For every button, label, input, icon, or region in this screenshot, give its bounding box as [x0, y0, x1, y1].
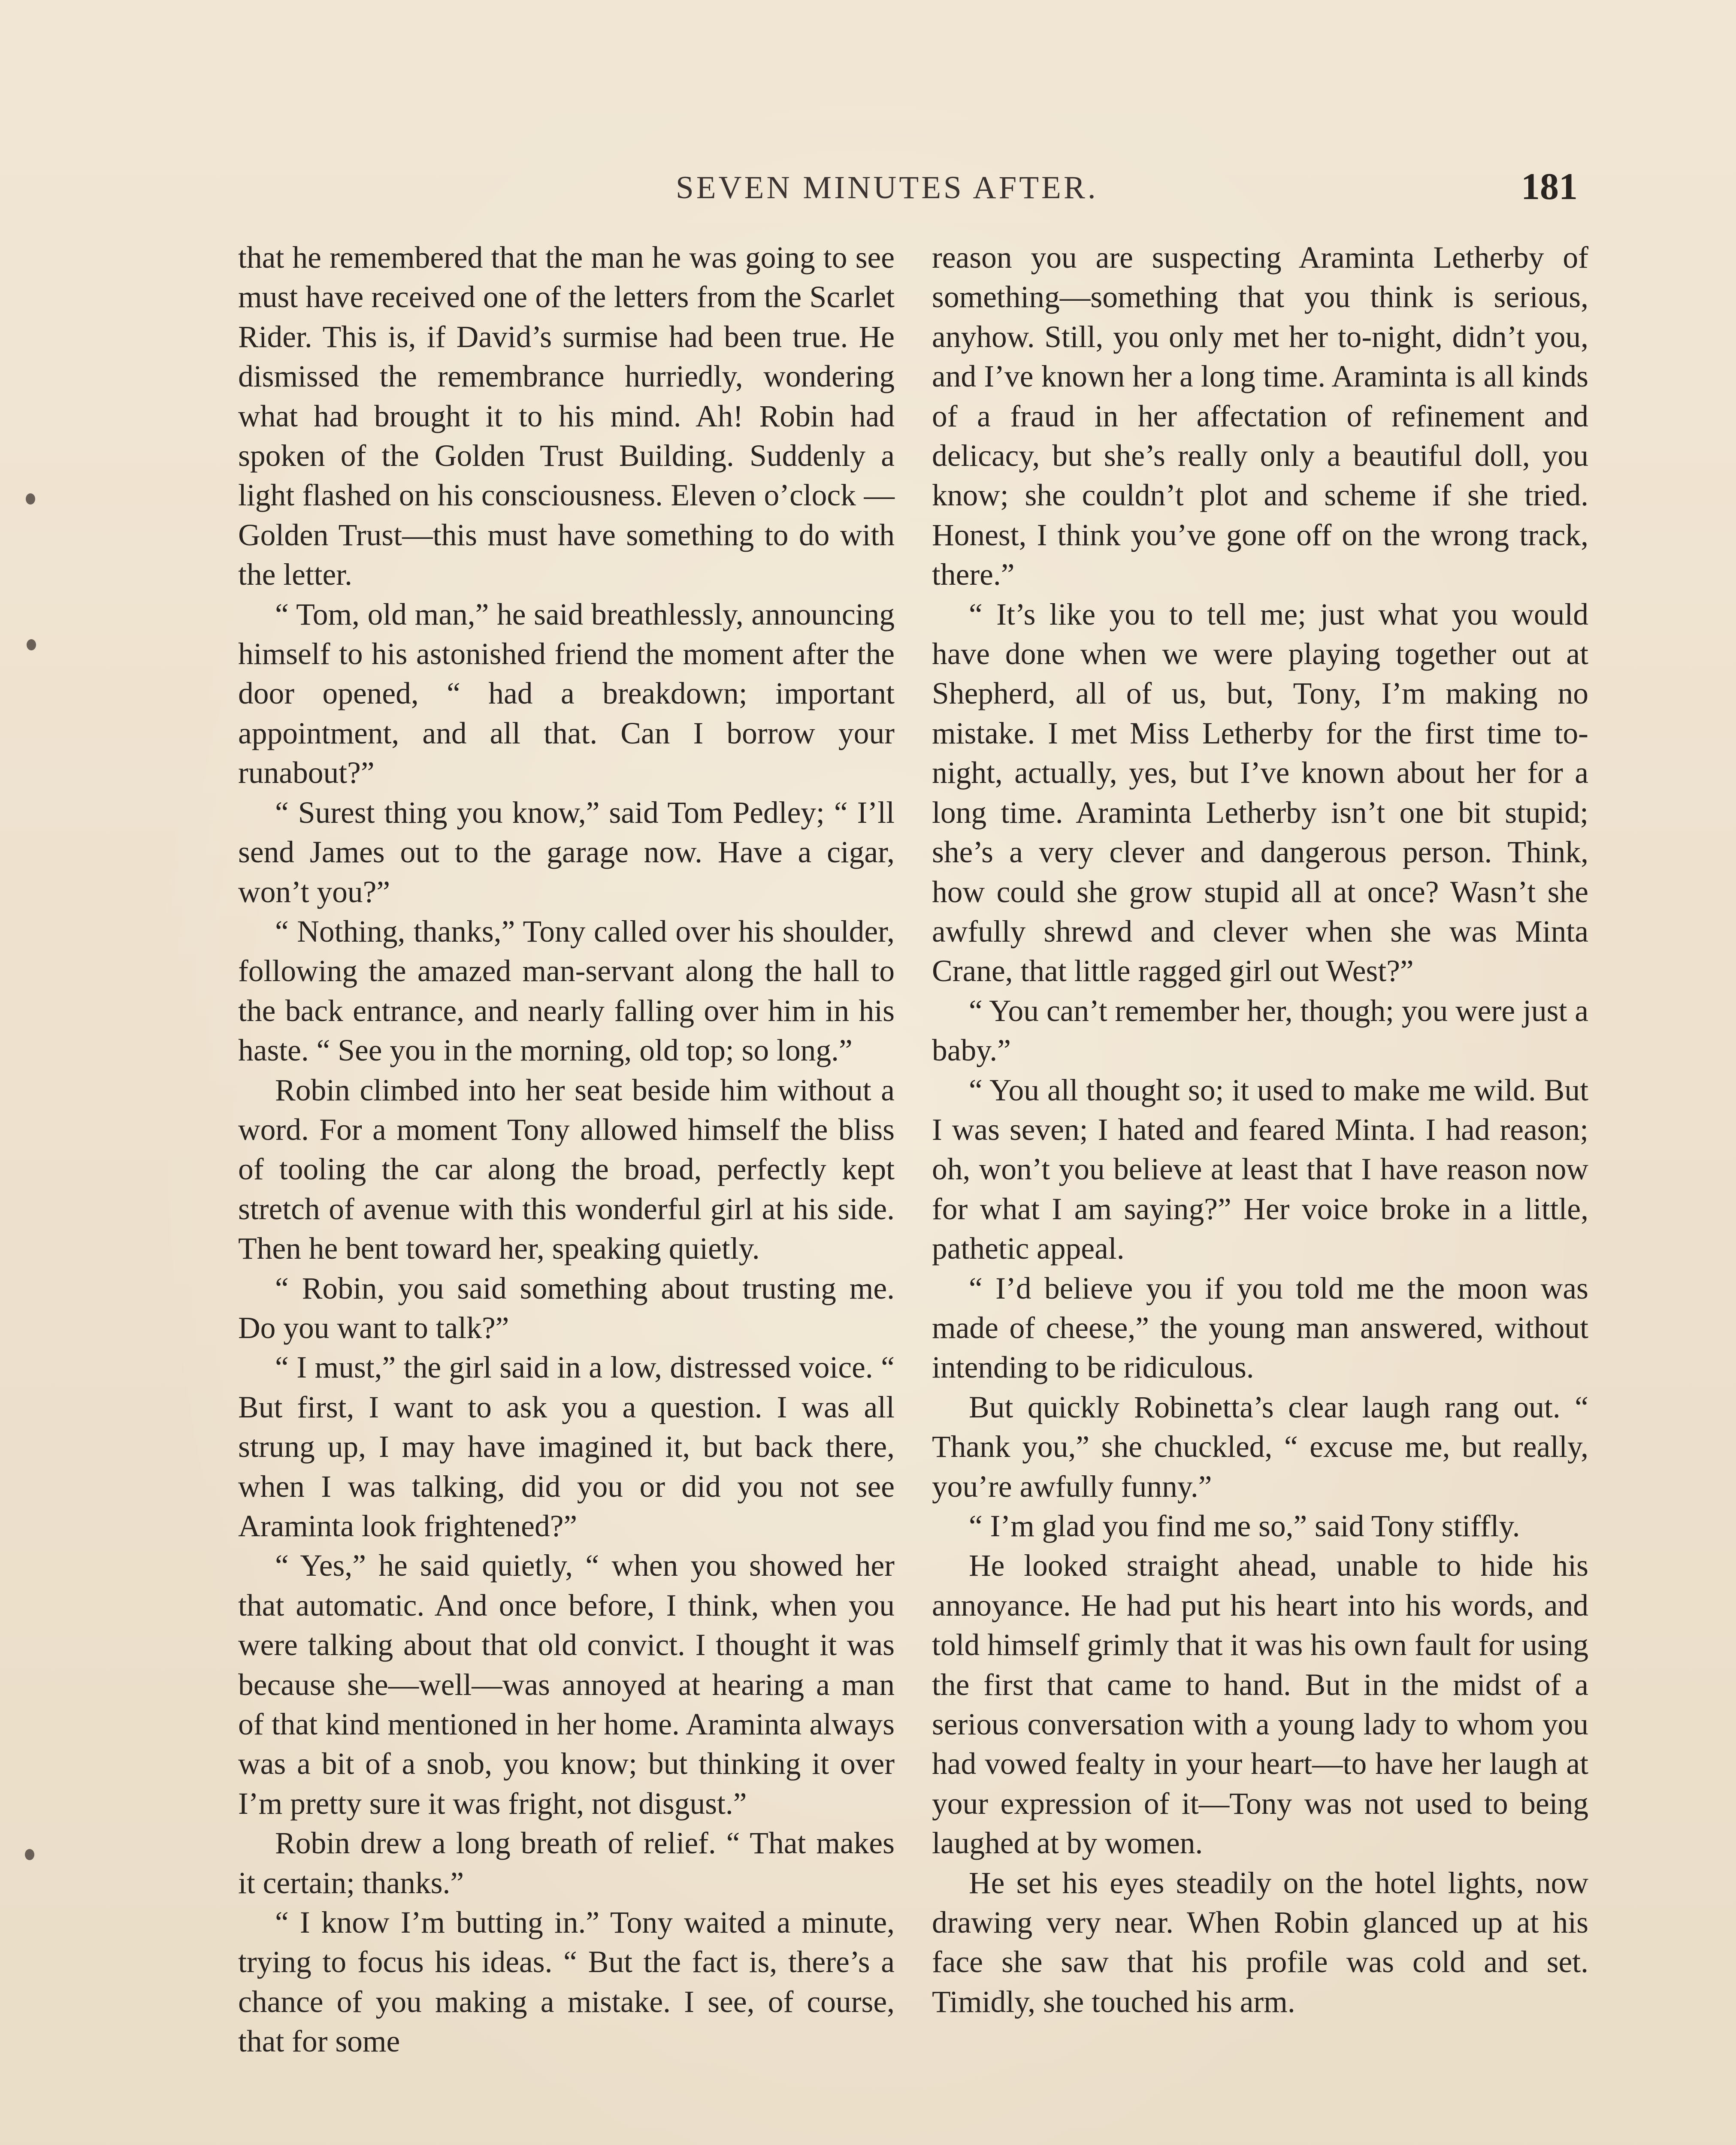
paragraph: “ I’d believe you if you told me the moon was made of cheese,” the young man answered, without intending to be ridiculous.	[932, 1271, 1588, 1385]
paragraph: “ I must,” the girl said in a low, distressed voice. “ But first, I want to ask you a question. I was all strung up, I may have imagined it, but back there, when I was talking, did you or did you not see Araminta look frightened?”	[238, 1350, 895, 1543]
paragraph: Robin climbed into her seat beside him without a word. For a moment Tony allowed himself the bliss of tooling the car along the broad, perfectly kept stretch of avenue with this wonderful girl at his side. Then he bent toward her, speaking quietly.	[238, 1073, 895, 1266]
paragraph: Robin drew a long breath of relief. “ That makes it certain; thanks.”	[238, 1826, 895, 1900]
paragraph: “ You all thought so; it used to make me wild. But I was seven; I hated and feared Minta. I had reason; oh, won’t you believe at least that I have reason now for what I am saying?” Her voice broke in a little, pathetic appeal.	[932, 1073, 1588, 1266]
binding-hole	[27, 639, 36, 650]
paragraph: that he remembered that the man he was going to see must have received one of the letters from the Scarlet Rider. This is, if David’s surmise had been true. He dismissed the remembrance hurriedly, wondering what had brought it to his mind. Ah! Robin had spoken of the Golden Trust Building. Suddenly a light flashed on his consciousness. Eleven o’clock — Golden Trust—this must have something to do with the letter.	[238, 241, 895, 592]
paragraph: reason you are suspecting Araminta Letherby of something—something that you think is serious, anyhow. Still, you only met her to-night, didn’t you, and I’ve known her a long time. Araminta is all kinds of a fraud in her affectation of refinement and delicacy, but she’s really only a beautiful doll, you know; she couldn’t plot and scheme if she tried. Honest, I think you’ve gone off on the wrong track, there.”	[932, 241, 1588, 592]
paragraph: “ I’m glad you find me so,” said Tony stiffly.	[969, 1509, 1520, 1543]
paragraph: He looked straight ahead, unable to hide his annoyance. He had put his heart into his words, and told himself grimly that it was his own fault for using the first that came to hand. But in the midst of a serious conversation with a young lady to whom you had vowed fealty in your heart—to have her laugh at your expression of it—Tony was not used to being laughed at by women.	[932, 1549, 1588, 1861]
paragraph: He set his eyes steadily on the hotel lights, now drawing very near. When Robin glanced up at his face she saw that his profile was cold and set. Timidly, she touched his arm.	[932, 1866, 1588, 2019]
paragraph: “ Tom, old man,” he said breathlessly, announcing himself to his astonished friend the moment after the door opened, “ had a breakdown; important appointment, and all that. Can I borrow your runabout?”	[238, 597, 895, 790]
running-head: SEVEN MINUTES AFTER.	[676, 170, 1098, 205]
right-column	[932, 238, 1588, 2022]
left-column	[238, 238, 895, 2062]
paragraph: “ You can’t remember her, though; you were just a baby.”	[932, 994, 1588, 1068]
binding-hole	[25, 1849, 34, 1860]
page-number: 181	[1521, 166, 1578, 208]
paragraph: “ Yes,” he said quietly, “ when you showed her that automatic. And once before, I think, when you were talking about that old convict. I thought it was because she—well—was annoyed at hearing a man of that kind mentioned in her home. Araminta always was a bit of a snob, you know; but thinking it over I’m pretty sure it was fright, not disgust.”	[238, 1549, 895, 1821]
paragraph: “ I know I’m butting in.” Tony waited a minute, trying to focus his ideas. “ But the fact is, there’s a chance of you making a mistake. I see, of course, that for some	[238, 1906, 895, 2059]
paragraph: But quickly Robinetta’s clear laugh rang out. “ Thank you,” she chuckled, “ excuse me, but really, you’re awfully funny.”	[932, 1390, 1588, 1504]
binding-hole	[26, 493, 35, 505]
paragraph: “ Surest thing you know,” said Tom Pedley; “ I’ll send James out to the garage now. Have a cigar, won’t you?”	[238, 795, 895, 909]
paragraph: “ Robin, you said something about trusting me. Do you want to talk?”	[238, 1271, 895, 1345]
paragraph: “ Nothing, thanks,” Tony called over his shoulder, following the amazed man-servant along the hall to the back entrance, and nearly falling over him in his haste. “ See you in the morning, old top; so long.”	[238, 914, 895, 1068]
paragraph: “ It’s like you to tell me; just what you would have done when we were playing together out at Shepherd, all of us, but, Tony, I’m making no mistake. I met Miss Letherby for the first time to-night, actually, yes, but I’ve known about her for a long time. Araminta Letherby isn’t one bit stupid; she’s a very clever and dangerous person. Think, how could she grow stupid all at once? Wasn’t she awfully shrewd and clever when she was Minta Crane, that little ragged girl out West?”	[932, 597, 1588, 988]
